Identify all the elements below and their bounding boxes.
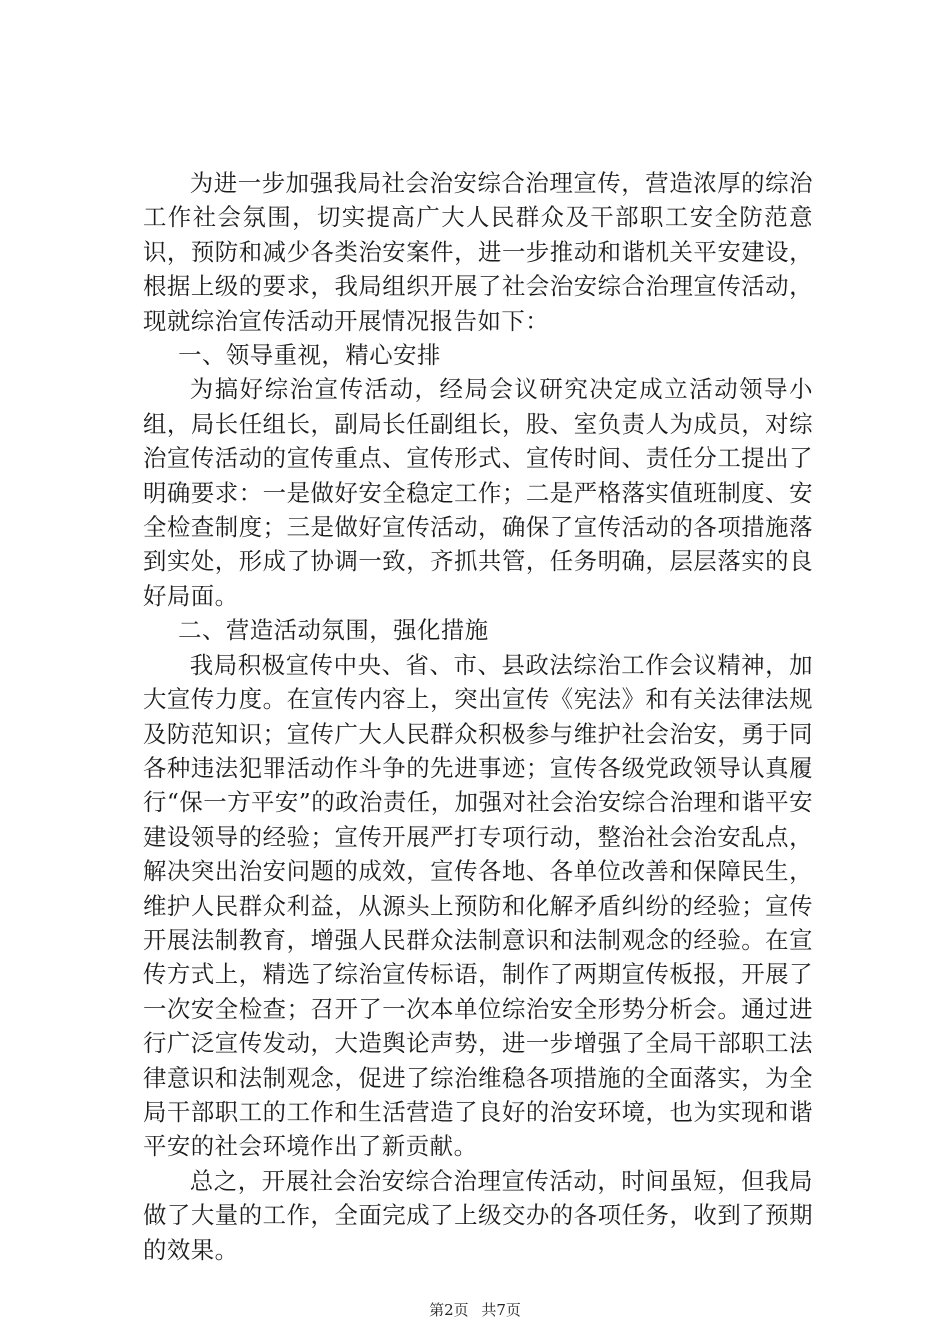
document-body [143,166,813,1267]
page-number: 第2页 [429,1301,469,1319]
page-footer [0,1300,950,1320]
section-1-paragraph: 为搞好综治宣传活动，经局会议研究决定成立活动领导小组，局长任组长，副局长任副组长，股、室负责人为成员，对综治宣传活动的宣传重点、宣传形式、宣传时间、责任分工提出了明确要求：一是做好安全稳定工作；二是严格落实值班制度、安全检查制度；三是做好宣传活动，确保了宣传活动的各项措施落到实处，形成了协调一致，齐抓共管，任务明确，层层落实的良好局面。 [143,375,813,610]
section-2-paragraph: 我局积极宣传中央、省、市、县政法综治工作会议精神，加大宣传力度。在宣传内容上，突出宣传《宪法》和有关法律法规及防范知识；宣传广大人民群众积极参与维护社会治安，勇于同各种违法犯罪活动作斗争的先进事迹；宣传各级党政领导认真履行“保一方平安”的政治责任，加强对社会治安综合治理和谐平安建设领导的经验；宣传开展严打专项行动，整治社会治安乱点，解决突出治安问题的成效，宣传各地、各单位改善和保障民生，维护人民群众利益，从源头上预防和化解矛盾纠纷的经验；宣传开展法制教育，增强人民群众法制意识和法制观念的经验。在宣传方式上，精选了综治宣传标语，制作了两期宣传板报，开展了一次安全检查；召开了一次本单位综治安全形势分析会。通过进行广泛宣传发动，大造舆论声势，进一步增强了全局干部职工法律意识和法制观念，促进了综治维稳各项措施的全面落实，为全局干部职工的工作和生活营造了良好的治安环境，也为实现和谐平安的社会环境作出了新贡献。 [143,650,813,1161]
page-total: 共7页 [481,1301,521,1319]
intro-paragraph: 为进一步加强我局社会治安综合治理宣传，营造浓厚的综治工作社会氛围，切实提高广大人民群众及干部职工安全防范意识，预防和减少各类治安案件，进一步推动和谐机关平安建设，根据上级的要求，我局组织开展了社会治安综合治理宣传活动，现就综治宣传活动开展情况报告如下： [143,169,813,335]
section-heading-2: 二、营造活动氛围，强化措施 [178,616,489,645]
conclusion-paragraph: 总之，开展社会治安综合治理宣传活动，时间虽短，但我局做了大量的工作，全面完成了上级交办的各项任务，收到了预期的效果。 [143,1166,813,1264]
section-heading-1: 一、领导重视，精心安排 [178,341,441,370]
